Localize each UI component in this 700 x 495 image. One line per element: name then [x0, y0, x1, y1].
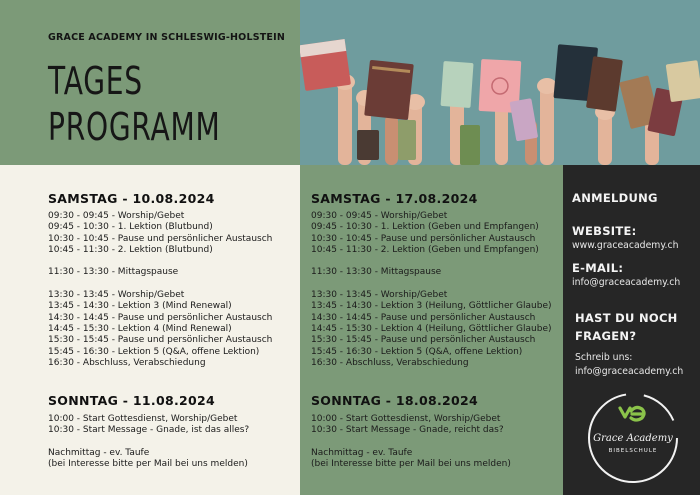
schedule-item: 10:45 - 11:30 - 2. Lektion (Blutbund): [48, 244, 213, 255]
schedule-item: 11:30 - 13:30 - Mittagspause: [311, 267, 442, 278]
schedule-item: 13:30 - 13:45 - Worship/Gebet: [48, 290, 185, 301]
contact-prompt: Schreib uns:: [575, 352, 633, 363]
schedule-item: 15:30 - 15:45 - Pause und persönlicher Austausch: [48, 335, 273, 346]
day-heading-sonntag-18: SONNTAG - 18.08.2024: [311, 393, 479, 408]
schedule-item: 10:00 - Start Gottesdienst, Worship/Gebet: [311, 414, 501, 424]
website-label: WEBSITE:: [572, 224, 637, 238]
header-panel: [0, 0, 300, 165]
schedule-item: 14:30 - 14:45 - Pause und persönlicher Austausch: [311, 312, 536, 323]
schedule-item: 10:00 - Start Gottesdienst, Worship/Gebet: [48, 414, 238, 424]
schedule-spacer: [311, 279, 552, 290]
day-heading-samstag-10: SAMSTAG - 10.08.2024: [48, 191, 215, 206]
registration-heading: ANMELDUNG: [572, 191, 658, 205]
logo-subtitle: BIBELSCHULE: [608, 448, 658, 454]
schedule-item: 15:30 - 15:45 - Pause und persönlicher Austausch: [311, 335, 536, 346]
contact-email-link[interactable]: info@graceacademy.ch: [575, 366, 684, 377]
grace-academy-logo: [586, 391, 680, 485]
schedule-item: 14:45 - 15:30 - Lektion 4 (Heilung, Göttlicher Glaube): [311, 323, 552, 334]
logo-name: Grace Academy: [593, 433, 673, 444]
schedule-spacer: [48, 279, 272, 290]
schedule-item: 11:30 - 13:30 - Mittagspause: [48, 267, 179, 278]
schedule-item: 09:30 - 09:45 - Worship/Gebet: [311, 211, 448, 221]
page-title: [48, 58, 221, 150]
schedule-item: Nachmittag - ev. Taufe: [48, 447, 150, 458]
registration-sidebar: [563, 165, 700, 495]
schedule-column-left: [0, 165, 300, 495]
schedule-item: 10:30 - Start Message - Gnade, ist das alles?: [48, 425, 250, 436]
schedule-item: 09:30 - 09:45 - Worship/Gebet: [48, 211, 185, 221]
email-link[interactable]: info@graceacademy.ch: [572, 277, 681, 288]
day-heading-sonntag-11: SONNTAG - 11.08.2024: [48, 393, 216, 408]
schedule-item: 09:45 - 10:30 - 1. Lektion (Geben und Empfangen): [311, 222, 539, 233]
schedule-item: 13:45 - 14:30 - Lektion 3 (Mind Renewal): [48, 301, 232, 312]
schedule-item: 10:30 - 10:45 - Pause und persönlicher Austausch: [48, 233, 273, 244]
schedule-list-samstag-10: [48, 211, 272, 369]
schedule-item: 14:45 - 15:30 - Lektion 4 (Mind Renewal): [48, 323, 232, 334]
schedule-list-sonntag-18: [311, 414, 511, 470]
logo-mark-icon: [620, 407, 644, 420]
schedule-item: (bei Interesse bitte per Mail bei uns melden): [311, 459, 511, 470]
schedule-column-middle: [300, 165, 563, 495]
schedule-spacer: [48, 437, 249, 448]
organization-name: GRACE ACADEMY IN SCHLESWIG-HOLSTEIN: [48, 32, 285, 43]
schedule-item: 15:45 - 16:30 - Lektion 5 (Q&A, offene Lektion): [311, 346, 523, 357]
schedule-list-samstag-17: [311, 211, 552, 369]
schedule-spacer: [48, 256, 272, 267]
schedule-item: 16:30 - Abschluss, Verabschiedung: [48, 357, 206, 368]
hands-holding-books-image: [300, 0, 700, 165]
email-label: E-MAIL:: [572, 261, 624, 275]
schedule-spacer: [311, 256, 552, 267]
schedule-item: Nachmittag - ev. Taufe: [311, 447, 413, 458]
schedule-item: 09:45 - 10:30 - 1. Lektion (Blutbund): [48, 222, 213, 233]
website-link[interactable]: www.graceacademy.ch: [572, 240, 679, 251]
schedule-list-sonntag-11: [48, 414, 249, 470]
schedule-item: 10:30 - 10:45 - Pause und persönlicher Austausch: [311, 233, 536, 244]
question-line-2: FRAGEN?: [575, 329, 637, 343]
schedule-item: 10:45 - 11:30 - 2. Lektion (Geben und Empfangen): [311, 244, 539, 255]
schedule-item: 14:30 - 14:45 - Pause und persönlicher Austausch: [48, 312, 273, 323]
title-line-2: PROGRAMM: [48, 105, 221, 149]
schedule-item: 13:30 - 13:45 - Worship/Gebet: [311, 290, 448, 301]
schedule-item: 13:45 - 14:30 - Lektion 3 (Heilung, Göttlicher Glaube): [311, 301, 552, 312]
title-line-1: TAGES: [48, 59, 143, 103]
schedule-spacer: [311, 437, 511, 448]
schedule-item: 15:45 - 16:30 - Lektion 5 (Q&A, offene Lektion): [48, 346, 260, 357]
header-photo: [300, 0, 700, 165]
schedule-item: 16:30 - Abschluss, Verabschiedung: [311, 357, 469, 368]
question-line-1: HAST DU NOCH: [575, 311, 678, 325]
schedule-item: (bei Interesse bitte per Mail bei uns melden): [48, 459, 248, 470]
day-heading-samstag-17: SAMSTAG - 17.08.2024: [311, 191, 478, 206]
schedule-item: 10:30 - Start Message - Gnade, reicht das?: [311, 425, 504, 436]
